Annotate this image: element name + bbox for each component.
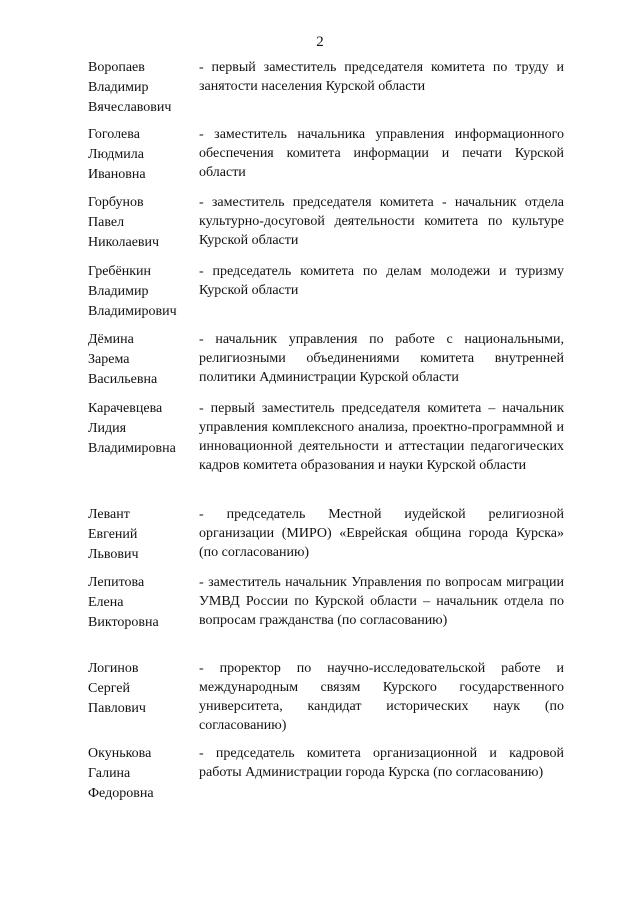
member-surname: Дёмина (88, 332, 134, 347)
member-name (88, 573, 198, 633)
member-name (88, 125, 198, 185)
member-name (88, 744, 198, 804)
member-role: - первый заместитель председателя комитета – начальник управления комплексного анализа, проектно-программной и инновационной деятельности и аттестации педагогических кадров комитета образования и науки Курской области (199, 401, 564, 473)
member-name (88, 399, 198, 459)
member-patronymic: Николаевич (88, 235, 160, 250)
member-name (88, 262, 198, 322)
member-role: - первый заместитель председателя комитета по труду и занятости населения Курской области (199, 60, 564, 94)
member-first-name: Сергей (88, 681, 130, 696)
member-first-name: Владимир (88, 284, 149, 299)
member-name (88, 330, 198, 390)
member-surname: Горбунов (88, 195, 144, 210)
member-patronymic: Ивановна (88, 167, 146, 182)
member-name (88, 58, 198, 118)
member-role: - заместитель начальника управления информационного обеспечения комитета информации и печати Курской области (199, 127, 564, 180)
member-patronymic: Вячеславович (88, 100, 172, 115)
member-surname: Лепитова (88, 575, 145, 590)
member-name (88, 659, 198, 719)
member-surname: Гоголева (88, 127, 140, 142)
member-name (88, 193, 198, 253)
member-patronymic: Владимировна (88, 441, 176, 456)
member-first-name: Людмила (88, 147, 144, 162)
member-first-name: Галина (88, 766, 131, 781)
member-surname: Карачевцева (88, 401, 163, 416)
member-name (88, 505, 198, 565)
member-role: - заместитель председателя комитета - начальник отдела культурно-досуговой деятельности комитета по культуре Курской области (199, 195, 564, 248)
member-patronymic: Владимирович (88, 304, 177, 319)
member-patronymic: Федоровна (88, 786, 154, 801)
member-role: - председатель Местной иудейской религиозной организации (МИРО) «Еврейская община города Курска» (по согласованию) (199, 507, 564, 560)
member-first-name: Зарема (88, 352, 130, 367)
member-surname: Левант (88, 507, 130, 522)
member-role: - начальник управления по работе с национальными, религиозными объединениями комитета внутренней политики Администрации Курской области (199, 332, 564, 385)
member-first-name: Владимир (88, 80, 149, 95)
member-role: - проректор по научно-исследовательской работе и международным связям Курского государственного университета, кандидат исторических наук (по согласованию) (199, 661, 564, 733)
member-role: - заместитель начальник Управления по вопросам миграции УМВД России по Курской области – начальник отдела по вопросам гражданства (по согласованию) (199, 575, 564, 628)
member-surname: Воропаев (88, 60, 145, 75)
member-patronymic: Викторовна (88, 615, 159, 630)
member-surname: Гребёнкин (88, 264, 152, 279)
member-first-name: Елена (88, 595, 124, 610)
member-surname: Окунькова (88, 746, 152, 761)
member-first-name: Евгений (88, 527, 138, 542)
member-surname: Логинов (88, 661, 139, 676)
member-first-name: Лидия (88, 421, 127, 436)
member-first-name: Павел (88, 215, 125, 230)
page-number: 2 (316, 34, 324, 50)
member-patronymic: Васильевна (88, 372, 158, 387)
member-patronymic: Львович (88, 547, 139, 562)
member-role: - председатель комитета организационной и кадровой работы Администрации города Курска (по согласованию) (199, 746, 564, 780)
member-patronymic: Павлович (88, 701, 146, 716)
member-role: - председатель комитета по делам молодежи и туризму Курской области (199, 264, 564, 298)
